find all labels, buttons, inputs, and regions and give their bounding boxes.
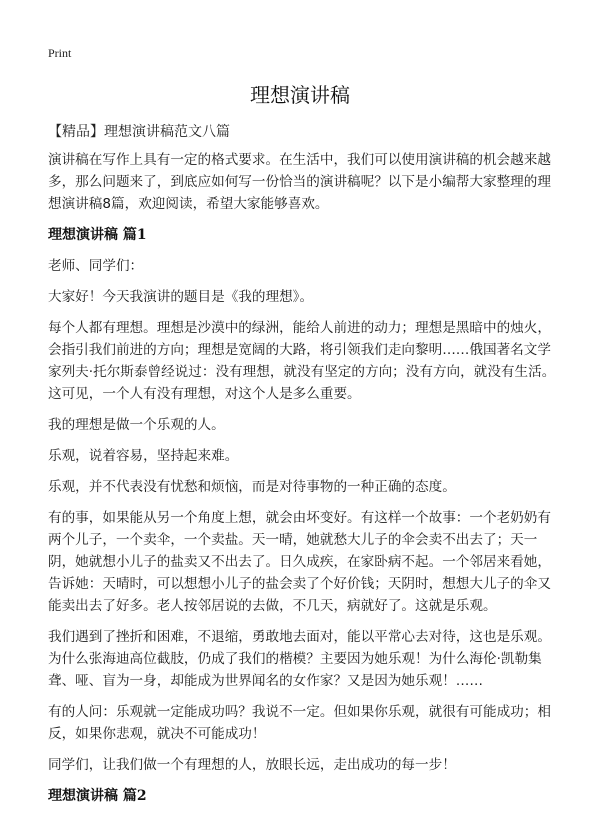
paragraph: 老师、同学们： xyxy=(48,258,144,274)
paragraph: 每个人都有理想。理想是沙漠中的绿洲，能给人前进的动力；理想是黑暗中的烛火，会指引我们前进的方向；理想是宽阔的大路，将引领我们走向黎明……俄国著名文学家列夫·托尔斯泰曾经说过：没有理想，就没有坚定的方向；没有方向，就没有生活。这可见，一个人有没有理想，对这个人是多么重要。 xyxy=(48,320,556,402)
paragraph: 乐观，说着容易，坚持起来难。 xyxy=(48,448,239,464)
paragraph: 我的理想是做一个乐观的人。 xyxy=(48,417,225,433)
paragraph: 有的人问：乐观就一定能成功吗？我说不一定。但如果你乐观，就很有可能成功；相反，如果你悲观，就决不可能成功！ xyxy=(48,704,551,742)
paragraph: 有的事，如果能从另一个角度上想，就会由坏变好。有这样一个故事：一个老奶奶有两个儿子，一个卖伞，一个卖盐。天一晴，她就愁大儿子的伞会卖不出去了；天一阴，她就想小儿子的盐卖又不出去了。日久成疾，在家卧病不起。一个邻居来看她，告诉她：天晴时，可以想想小儿子的盐会卖了个好价钱；天阴时，想想大儿子的伞又能卖出去了好多。老人按邻居说的去做，不几天，病就好了。这就是乐观。 xyxy=(48,510,551,614)
paragraph: 我们遇到了挫折和困难，不退缩，勇敢地去面对，能以平常心去对待，这也是乐观。为什么张海迪高位截肢，仍成了我们的楷模？主要因为她乐观！为什么海伦·凯勒集聋、哑、盲为一身，却能成为世界闻名的女作家？又是因为她乐观！…… xyxy=(48,629,551,689)
document-body xyxy=(48,149,558,816)
document-title: 理想演讲稿 xyxy=(250,83,350,107)
paragraph: 同学们，让我们做一个有理想的人，放眼长远，走出成功的每一步！ xyxy=(48,757,456,773)
section-heading: 理想演讲稿 篇2 xyxy=(48,788,147,804)
paragraph: 乐观，并不代表没有忧愁和烦恼，而是对待事物的一种正确的态度。 xyxy=(48,479,456,495)
print-label: Print xyxy=(48,46,72,60)
document-subtitle: 【精品】理想演讲稿范文八篇 xyxy=(48,124,230,140)
section-heading: 理想演讲稿 篇1 xyxy=(48,227,147,243)
intro-paragraph: 演讲稿在写作上具有一定的格式要求。在生活中，我们可以使用演讲稿的机会越来越多，那么问题来了，到底应如何写一份恰当的演讲稿呢？以下是小编帮大家整理的理想演讲稿8篇，欢迎阅读，希望大家能够喜欢。 xyxy=(48,152,551,212)
paragraph: 大家好！今天我演讲的题目是《我的理想》。 xyxy=(48,289,314,305)
